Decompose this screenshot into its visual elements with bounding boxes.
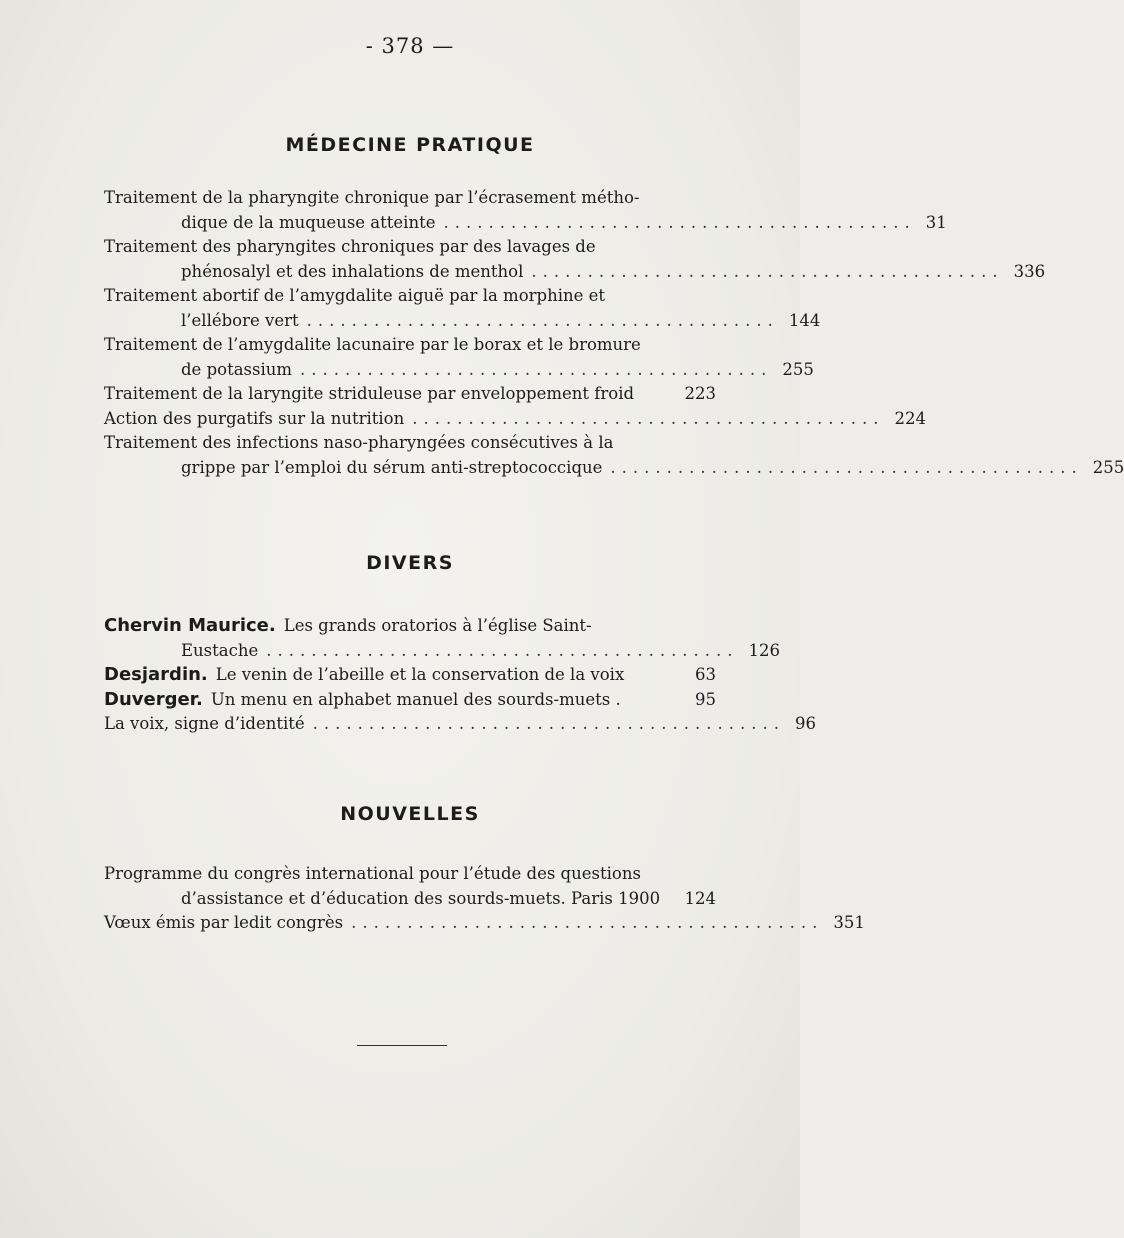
page-reference: 223 bbox=[684, 384, 716, 403]
index-entry bbox=[104, 663, 716, 688]
index-entry: Vœux émis par ledit congrès .......................................... 351 bbox=[104, 911, 716, 936]
entry-text: Traitement de la pharyngite chronique par l’écrasement métho- bbox=[104, 188, 640, 207]
index-entry bbox=[104, 688, 716, 713]
page-reference: 126 bbox=[748, 640, 781, 660]
entry-text: Traitement de la laryngite striduleuse par enveloppement froid bbox=[104, 384, 635, 403]
entry-text: Le venin de l’abeille et la conservation de la voix bbox=[215, 665, 625, 684]
entry-text: de potassium bbox=[181, 359, 293, 379]
entry-text: La voix, signe d’identité bbox=[104, 714, 305, 733]
section-title-divers: DIVERS bbox=[366, 552, 454, 574]
entry-text: Les grands oratorios à l’église Saint- bbox=[283, 616, 592, 635]
page-reference: 96 bbox=[794, 714, 816, 733]
entry-text: l’ellébore vert bbox=[181, 310, 299, 330]
entry-text: grippe par l’emploi du sérum anti-streptococcique bbox=[181, 457, 603, 477]
section-divers bbox=[104, 614, 816, 737]
entry-text: d’assistance et d’éducation des sourds-muets. Paris 1900 bbox=[181, 888, 661, 908]
index-entry: Traitement des pharyngites chroniques par des lavages de phénosalyl et des inhalations de menthol .......................................... 336 bbox=[104, 235, 716, 284]
page-number: - 378 — bbox=[365, 34, 455, 58]
entry-text: Action des purgatifs sur la nutrition bbox=[104, 408, 405, 428]
index-entry: Traitement abortif de l’amygdalite aiguë par la morphine et l’ellébore vert .......................................... 144 bbox=[104, 284, 716, 333]
page-reference: 63 bbox=[695, 665, 716, 684]
entry-text: Eustache bbox=[181, 640, 259, 660]
page-reference: 224 bbox=[894, 408, 927, 428]
index-entry: La voix, signe d’identité .......................................... 96 bbox=[104, 712, 716, 737]
section-nouvelles bbox=[104, 862, 865, 936]
entry-text: Traitement de l’amygdalite lacunaire par le borax et le bromure bbox=[104, 335, 641, 354]
author-name: Duverger. bbox=[104, 688, 203, 710]
index-entry: Traitement de la pharyngite chronique par l’écrasement métho- dique de la muqueuse atteinte .......................................... 31 bbox=[104, 186, 716, 235]
page-reference: 144 bbox=[788, 310, 821, 330]
closing-rule bbox=[357, 1045, 447, 1046]
index-entry bbox=[104, 862, 716, 911]
entry-text: Traitement des infections naso-pharyngées consécutives à la bbox=[104, 433, 614, 452]
section-title-medecine-pratique: MÉDECINE PRATIQUE bbox=[285, 134, 535, 156]
entry-text: dique de la muqueuse atteinte bbox=[181, 212, 436, 232]
author-name: Chervin Maurice. bbox=[104, 615, 276, 636]
entry-text: Traitement abortif de l’amygdalite aiguë par la morphine et bbox=[104, 286, 606, 305]
index-entry: Traitement des infections naso-pharyngées consécutives à la grippe par l’emploi du sérum anti-streptococcique .......................................... 255 bbox=[104, 431, 716, 480]
page-reference: 255 bbox=[1092, 457, 1124, 477]
page-reference: 95 bbox=[695, 689, 716, 709]
entry-text: Vœux émis par ledit congrès bbox=[104, 913, 344, 932]
page-reference: 124 bbox=[684, 888, 716, 908]
author-name: Desjardin. bbox=[104, 664, 208, 685]
section-title-nouvelles: NOUVELLES bbox=[340, 803, 480, 825]
entry-text: Un menu en alphabet manuel des sourds-muets . bbox=[210, 689, 621, 709]
page-reference: 255 bbox=[782, 359, 814, 379]
entry-text: Programme du congrès international pour l’étude des questions bbox=[104, 864, 641, 883]
entry-text: phénosalyl et des inhalations de menthol bbox=[181, 261, 524, 281]
entry-text: Traitement des pharyngites chroniques par des lavages de bbox=[104, 237, 596, 256]
index-entry: Action des purgatifs sur la nutrition .......................................... 224 bbox=[104, 407, 716, 432]
section-medecine-pratique bbox=[104, 186, 1124, 480]
page-reference: 336 bbox=[1013, 261, 1046, 281]
page-reference: 31 bbox=[925, 212, 947, 232]
page-reference: 351 bbox=[833, 913, 865, 932]
index-entry bbox=[104, 382, 716, 407]
index-entry: Traitement de l’amygdalite lacunaire par le borax et le bromure de potassium .......................................... 255 bbox=[104, 333, 716, 382]
index-entry: Chervin Maurice. Les grands oratorios à l’église Saint- Eustache .......................................... 126 bbox=[104, 614, 716, 663]
